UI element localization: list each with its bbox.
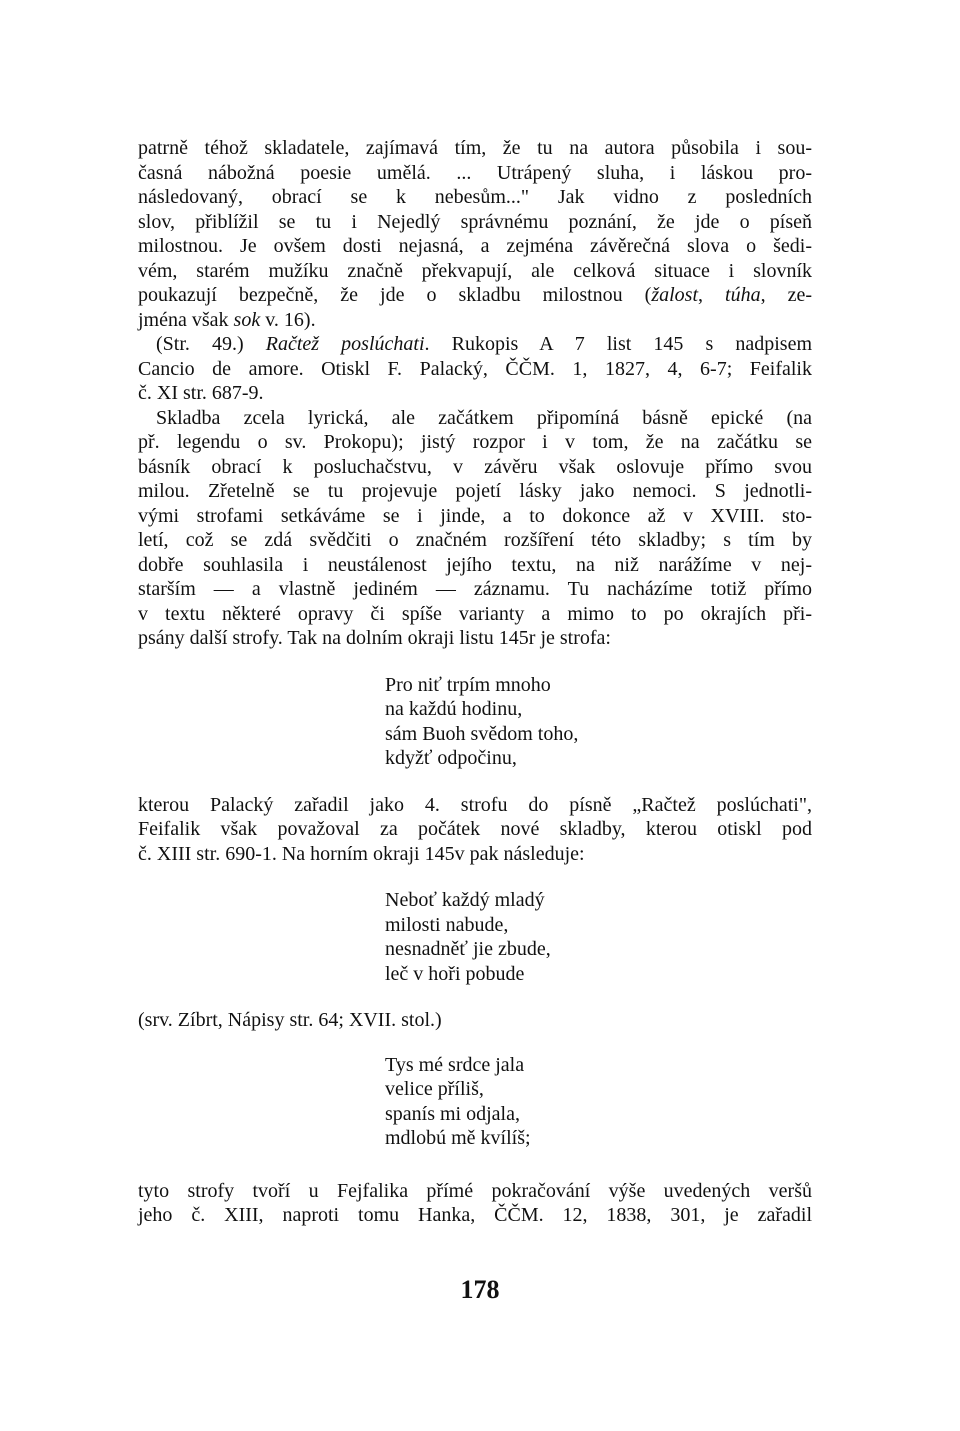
text-line: Feifalik však považoval za počátek nové skladby, kterou otiskl pod <box>138 818 812 840</box>
text-line: milou. Zřetelně se tu projevuje pojetí lásky jako nemoci. S jednotli- <box>138 480 812 502</box>
text-line: následovaný, obrací se k nebesům..." Jak vidno z posledních <box>138 186 812 208</box>
text-line <box>138 283 812 308</box>
verse-3 <box>138 1053 812 1151</box>
text-line: milostnou. Je ovšem dosti nejasná, a zejména závěrečná slova o šedi- <box>138 235 812 257</box>
text-line <box>138 308 812 333</box>
text-line: (srv. Zíbrt, Nápisy str. 64; XVII. stol.) <box>138 1009 442 1031</box>
text-line: letí, což se zdá svědčiti o značném rozšíření této skladby; s tím by <box>138 529 812 551</box>
text-segment: poukazují bezpečně, že jde o skladbu milostnou ( <box>138 284 652 306</box>
verse-line: sám Buoh svědom toho, <box>385 722 579 745</box>
text-segment: , ze- <box>760 284 812 306</box>
text-line: starším — a vlastně jediném — záznamu. Tu nacházíme totiž přímo <box>138 578 812 600</box>
text-line: v textu některé opravy či spíše varianty a mimo to po okrajích při- <box>138 602 812 625</box>
paragraph-4 <box>138 793 812 867</box>
verse-2 <box>138 888 812 986</box>
text-line: Skladba zcela lyrická, ale začátkem připomíná básně epické (na <box>156 406 812 429</box>
text-line: básník obrací k posluchačstvu, v závěru však oslovuje přímo svou <box>138 455 812 478</box>
verse-line: leč v hoři pobude <box>385 962 525 985</box>
verse-line: Tys mé srdce jala <box>385 1053 525 1076</box>
verse-line: spanís mi odjala, <box>385 1102 520 1125</box>
text-line: kterou Palacký zařadil jako 4. strofu do písně „Račtež poslúchati", <box>138 793 812 816</box>
text-line: časná nábožná poesie umělá. ... Utrápený sluha, i láskou pro- <box>138 161 812 184</box>
text-segment: v. 16). <box>260 308 316 331</box>
paragraph-1 <box>138 136 812 332</box>
text-line: patrně téhož skladatele, zajímavá tím, že tu na autora působila i sou- <box>138 137 812 159</box>
verse-line: na každú hodinu, <box>385 698 523 720</box>
text-segment: jména však <box>138 308 234 331</box>
text-line: slov, přiblížil se tu i Nejedlý správnému poznání, že jde o píseň <box>138 210 812 233</box>
page-body <box>138 136 812 1228</box>
text-line: vém, starém mužíku značně překvapují, ale celková situace i slovník <box>138 259 812 282</box>
verse-line: Neboť každý mladý <box>385 889 545 911</box>
verse-line: nesnadněť jie zbude, <box>385 938 551 960</box>
verse-line: milosti nabude, <box>385 913 509 936</box>
text-line: č. XI str. 687-9. <box>138 382 264 404</box>
text-line: psány další strofy. Tak na dolním okraji listu 145r je strofa: <box>138 627 611 649</box>
page-number: 178 <box>460 1275 500 1304</box>
paragraph-6 <box>138 1179 812 1228</box>
text-line: vými strofami setkáváme se i jinde, a to dokonce až v XVIII. sto- <box>138 504 812 527</box>
text-line: dobře souhlasila i neustálenost jejího textu, na niž narážíme v nej- <box>138 553 812 576</box>
italic-term: túha <box>725 284 761 306</box>
text-segment: . Rukopis A 7 list 145 s nadpisem <box>424 333 813 355</box>
text-segment: , <box>698 284 726 306</box>
paragraph-2 <box>138 332 812 406</box>
italic-term: sok <box>233 308 261 331</box>
paragraph-5 <box>138 1008 812 1033</box>
text-line: tyto strofy tvoří u Fejfalika přímé pokračování výše uvedených veršů <box>138 1179 812 1202</box>
verse-1 <box>138 673 812 771</box>
song-title: Račtež poslúchati <box>265 333 425 355</box>
text-line: Cancio de amore. Otiskl F. Palacký, ČČM. 1, 1827, 4, 6-7; Feifalik <box>138 357 812 380</box>
text-segment: (Str. 49.) <box>156 333 266 355</box>
text-line: jeho č. XIII, naproti tomu Hanka, ČČM. 12, 1838, 301, je zařadil <box>138 1204 812 1226</box>
paragraph-3 <box>138 406 812 651</box>
verse-line: Pro niť trpím mnoho <box>385 673 551 696</box>
verse-line: mdlobú mě kvílíš; <box>385 1127 531 1149</box>
text-line <box>138 332 812 357</box>
verse-line: velice příliš, <box>385 1078 484 1100</box>
verse-line: kdyžť odpočinu, <box>385 747 517 769</box>
italic-term: žalost <box>651 284 699 306</box>
text-line: č. XIII str. 690-1. Na horním okraji 145v pak následuje: <box>138 842 585 865</box>
text-line: př. legendu o sv. Prokopu); jistý rozpor i v tom, že na začátku se <box>138 431 812 453</box>
